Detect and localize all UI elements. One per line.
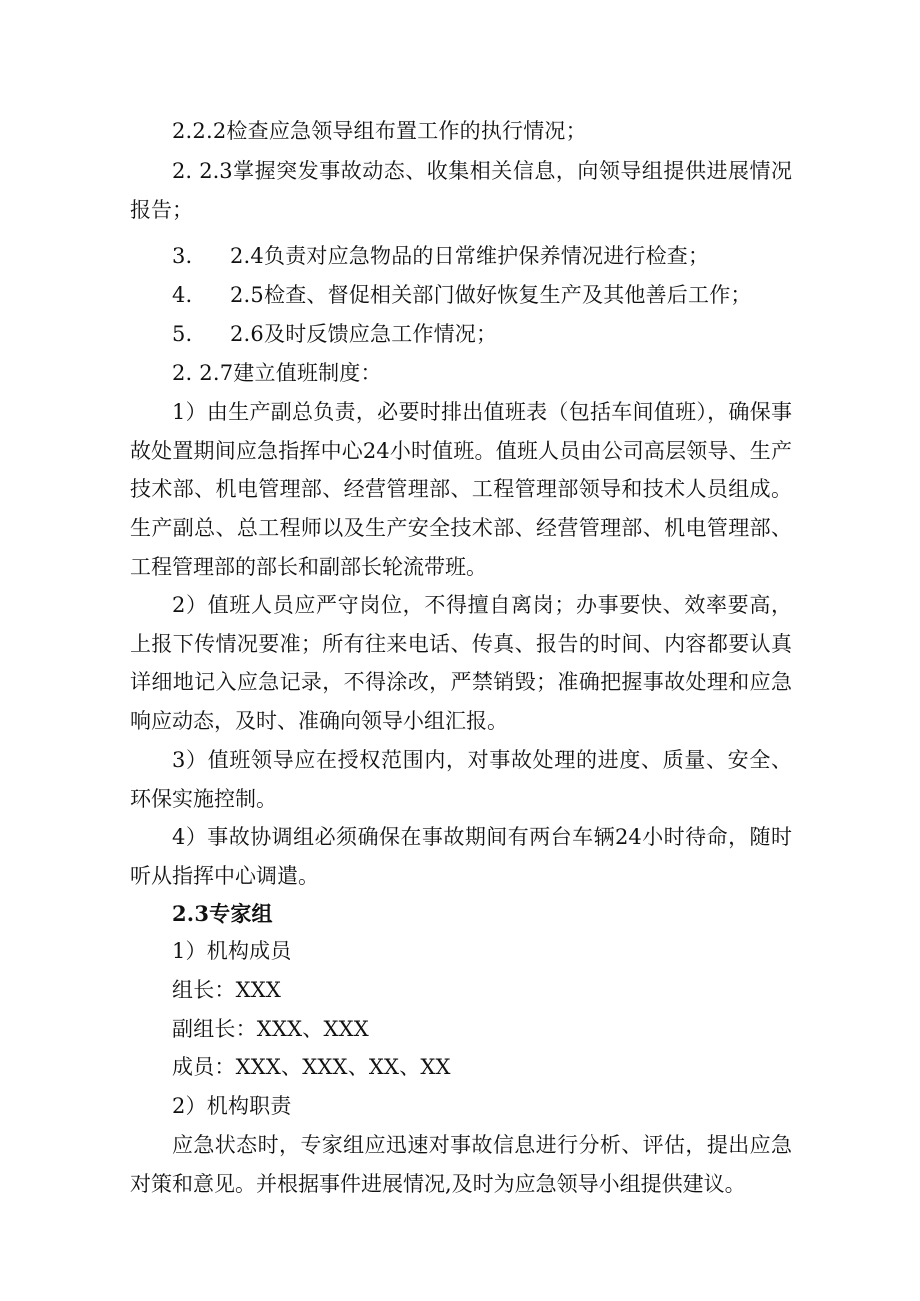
paragraph-duty-4: 4）事故协调组必须确保在事故期间有两台车辆24小时待命，随时听从指挥中心调遣。	[130, 825, 792, 888]
paragraph-duty-3: 3）值班领导应在授权范围内，对事故处理的进度、质量、安全、环保实施控制。	[130, 748, 792, 811]
members-line: 成员：XXX、XXX、XX、XX	[172, 1055, 451, 1079]
subheading-duties: 2）机构职责	[172, 1094, 292, 1118]
subheading-members: 1）机构成员	[172, 939, 292, 963]
paragraph-duty-1: 1）由生产副总负责，必要时排出值班表（包括车间值班），确保事故处置期间应急指挥中心24小时值班。值班人员由公司高层领导、生产技术部、机电管理部、经营管理部、工程管理部领导和技术人员组成。生产副总、总工程师以及生产安全技术部、经营管理部、机电管理部、工程管理部的部长和副部长轮流带班。	[130, 400, 792, 579]
leader-line: 组长：XXX	[172, 978, 282, 1002]
duty-item-2-2-2: 2.2.2检查应急领导组布置工作的执行情况；	[172, 119, 587, 143]
list-number: 4.	[172, 283, 193, 307]
list-number: 3.	[172, 244, 193, 268]
list-text: 2.4负责对应急物品的日常维护保养情况进行检查；	[230, 244, 710, 268]
duty-item-2-5	[172, 285, 752, 306]
deputy-leader-line: 副组长：XXX、XXX	[172, 1017, 369, 1041]
paragraph-duty-2: 2）值班人员应严守岗位，不得擅自离岗；办事要快、效率要高，上报下传情况要准；所有往来电话、传真、报告的时间、内容都要认真详细地记入应急记录，不得涂改，严禁销毁；准确把握事故处理和应急响应动态，及时、准确向领导小组汇报。	[130, 593, 792, 734]
paragraph-expert-duties: 应急状态时，专家组应迅速对事故信息进行分析、评估，提出应急对策和意见。并根据事件进展情况,及时为应急领导小组提供建议。	[130, 1133, 792, 1196]
list-text: 2.6及时反馈应急工作情况；	[230, 322, 498, 346]
duty-item-2-6	[172, 324, 497, 345]
duty-item-2-2-7: 2. 2.7建立值班制度：	[172, 361, 382, 385]
list-number: 5.	[172, 322, 193, 346]
section-heading-2-3: 2.3专家组	[172, 901, 273, 926]
list-text: 2.5检查、督促相关部门做好恢复生产及其他善后工作；	[230, 283, 752, 307]
duty-item-2-4	[172, 246, 709, 267]
duty-item-2-2-3: 2. 2.3掌握突发事故动态、收集相关信息，向领导组提供进展情况报告；	[130, 159, 792, 222]
